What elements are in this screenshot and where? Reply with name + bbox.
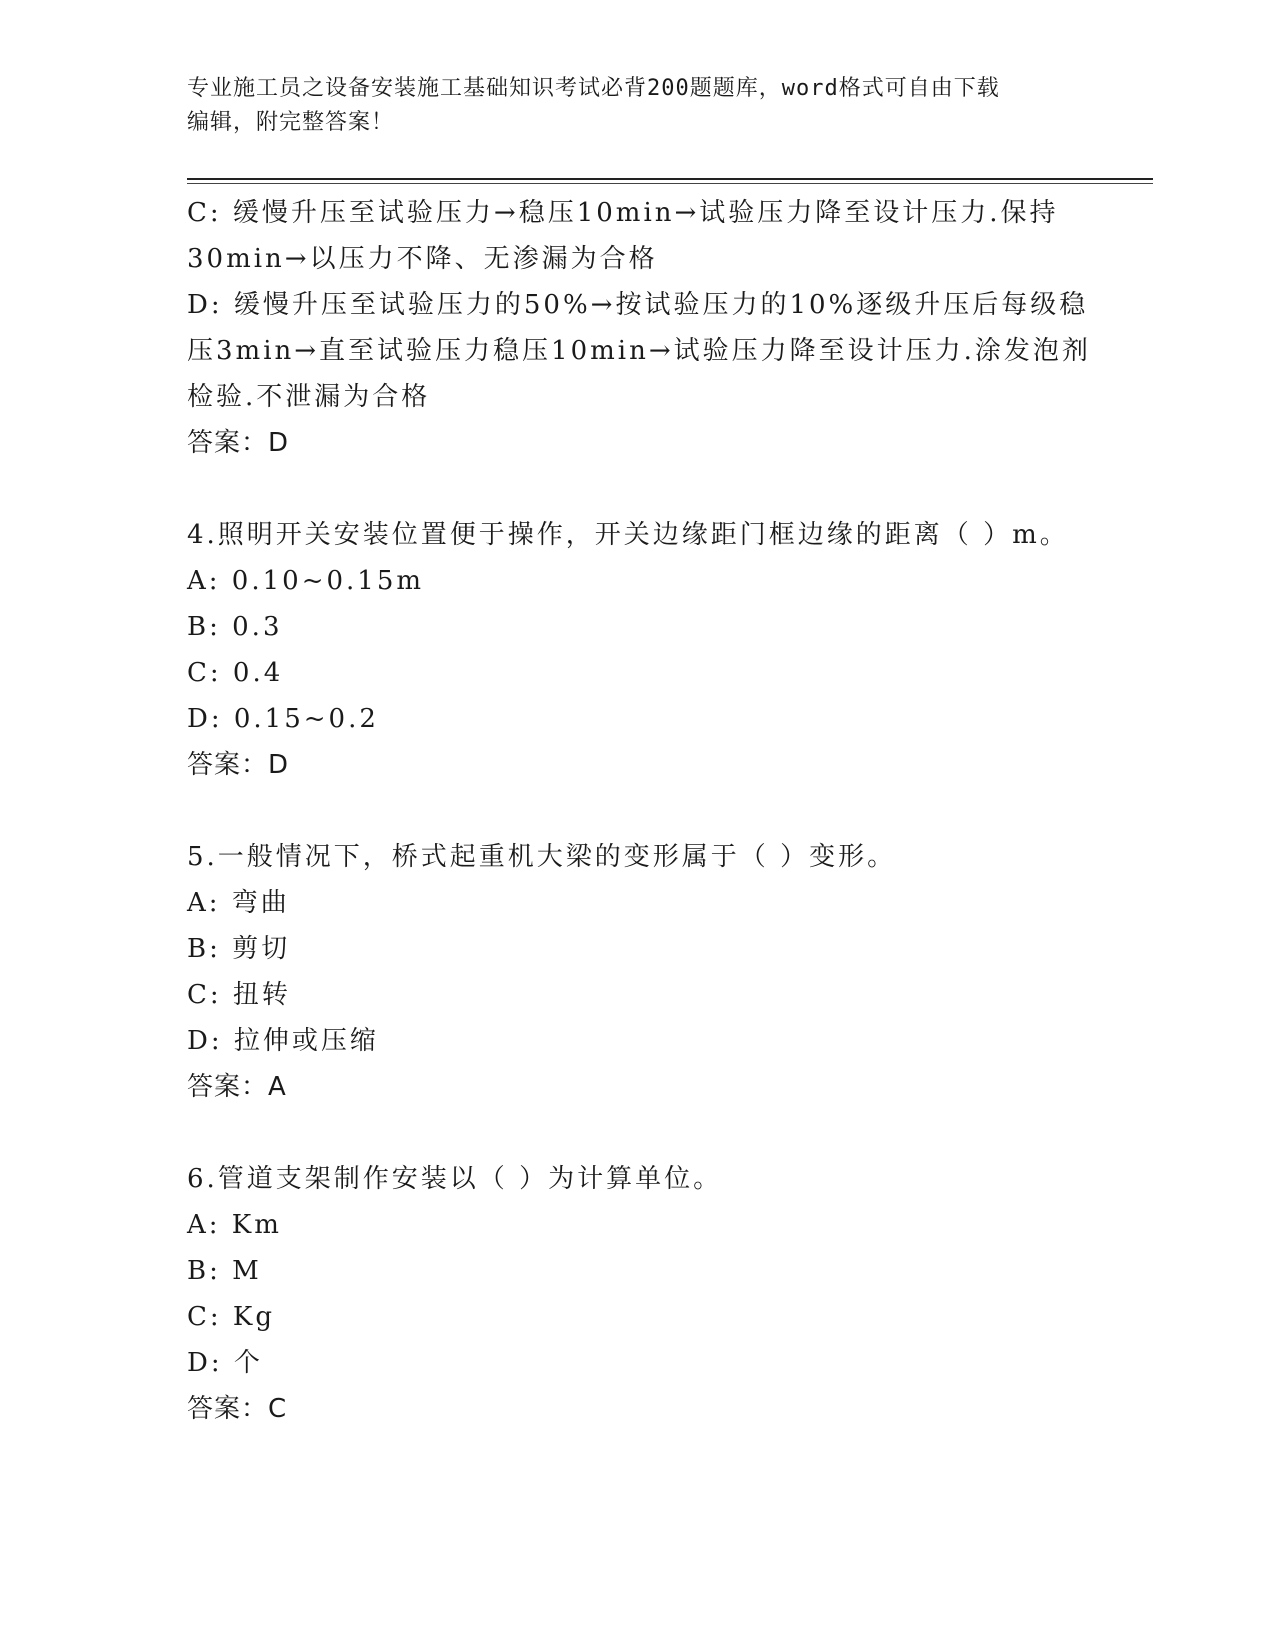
document-header bbox=[187, 72, 1087, 140]
option-d: D: 拉伸或压缩 bbox=[187, 1026, 379, 1056]
option-b: B: 0.3 bbox=[187, 612, 283, 642]
header-line-2: 编辑，附完整答案！ bbox=[187, 110, 395, 135]
option-a: A: Km bbox=[187, 1210, 282, 1240]
option-b: B: M bbox=[187, 1256, 262, 1286]
spacer bbox=[187, 1110, 1087, 1156]
spacer bbox=[187, 466, 1087, 512]
question-stem: 6.管道支架制作安装以（ ）为计算单位。 bbox=[187, 1164, 723, 1194]
option-c-line-2: 30min→以压力不降、无渗漏为合格 bbox=[187, 244, 658, 274]
question-5 bbox=[187, 834, 1087, 1110]
header-divider-thin bbox=[187, 183, 1153, 184]
answer-line: 答案：A bbox=[187, 1072, 287, 1102]
header-line-1: 专业施工员之设备安装施工基础知识考试必背200题题库，word格式可自由下载 bbox=[187, 76, 1000, 101]
answer-line: 答案：D bbox=[187, 750, 290, 780]
option-c: C: Kg bbox=[187, 1302, 275, 1332]
option-d: D: 个 bbox=[187, 1348, 263, 1378]
option-b: B: 剪切 bbox=[187, 934, 291, 964]
answer-line: 答案：D bbox=[187, 428, 290, 458]
question-6 bbox=[187, 1156, 1087, 1432]
question-4 bbox=[187, 512, 1087, 788]
option-a: A: 0.10~0.15m bbox=[187, 566, 425, 596]
option-d-line-1: D: 缓慢升压至试验压力的50%→按试验压力的10%逐级升压后每级稳 bbox=[187, 290, 1089, 320]
option-d-line-3: 检验.不泄漏为合格 bbox=[187, 382, 431, 412]
question-3-tail bbox=[187, 190, 1091, 466]
header-divider-thick bbox=[187, 178, 1153, 180]
question-content bbox=[187, 190, 1091, 1432]
question-stem: 4.照明开关安装位置便于操作，开关边缘距门框边缘的距离（ ）m。 bbox=[187, 520, 1069, 550]
option-c: C: 0.4 bbox=[187, 658, 284, 688]
option-a: A: 弯曲 bbox=[187, 888, 290, 918]
spacer bbox=[187, 788, 1087, 834]
question-stem: 5.一般情况下，桥式起重机大梁的变形属于（ ）变形。 bbox=[187, 842, 897, 872]
option-d-line-2: 压3min→直至试验压力稳压10min→试验压力降至设计压力.涂发泡剂 bbox=[187, 336, 1091, 366]
option-c: C: 扭转 bbox=[187, 980, 291, 1010]
option-d: D: 0.15~0.2 bbox=[187, 704, 379, 734]
option-c-line-1: C: 缓慢升压至试验压力→稳压10min→试验压力降至设计压力.保持 bbox=[187, 198, 1059, 228]
answer-line: 答案：C bbox=[187, 1394, 288, 1424]
